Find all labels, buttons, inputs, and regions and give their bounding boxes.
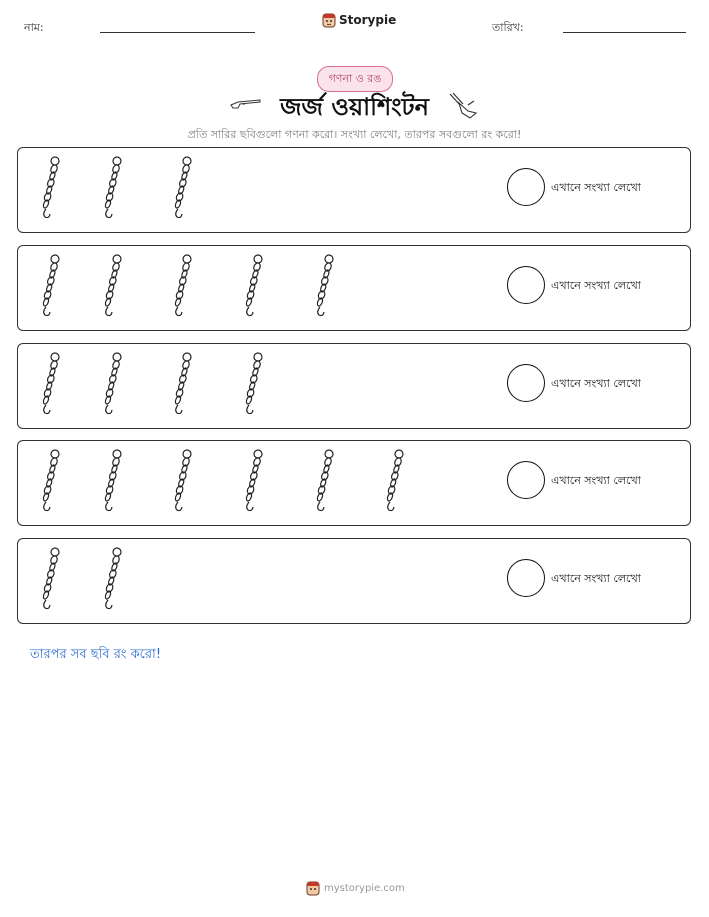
name-label: নাম: bbox=[24, 21, 44, 34]
chain-icon[interactable] bbox=[172, 254, 194, 318]
chain-icon[interactable] bbox=[40, 547, 62, 611]
chain-icon[interactable] bbox=[102, 156, 124, 220]
plow-icon bbox=[446, 91, 480, 121]
worksheet-header bbox=[0, 0, 709, 50]
instructions: প্রতি সারির ছবিগুলো গণনা করো। সংখ্যা লেখো, তারপর সবগুলো রং করো! bbox=[187, 128, 522, 141]
answer-hint: এখানে সংখ্যা লেখো bbox=[551, 377, 641, 390]
chain-icon[interactable] bbox=[102, 352, 124, 416]
brand bbox=[322, 12, 396, 28]
chain-icon[interactable] bbox=[314, 254, 336, 318]
chain-icon[interactable] bbox=[314, 449, 336, 513]
chain-icon[interactable] bbox=[172, 156, 194, 220]
date-label: তারিখ: bbox=[492, 21, 524, 34]
chain-icon[interactable] bbox=[243, 352, 265, 416]
storypie-logo-icon bbox=[306, 880, 320, 896]
counting-row bbox=[17, 147, 691, 233]
chain-icon[interactable] bbox=[102, 254, 124, 318]
answer-hint: এখানে সংখ্যা লেখো bbox=[551, 474, 641, 487]
chain-icon[interactable] bbox=[172, 352, 194, 416]
answer-circle[interactable] bbox=[507, 168, 545, 206]
chain-icon[interactable] bbox=[243, 449, 265, 513]
date-line[interactable] bbox=[563, 32, 686, 33]
answer-circle[interactable] bbox=[507, 266, 545, 304]
answer-hint: এখানে সংখ্যা লেখো bbox=[551, 181, 641, 194]
chain-icon[interactable] bbox=[40, 449, 62, 513]
storypie-logo-icon bbox=[322, 12, 336, 28]
chain-icon[interactable] bbox=[384, 449, 406, 513]
answer-circle[interactable] bbox=[507, 461, 545, 499]
category-badge: গণনা ও রঙ bbox=[317, 66, 393, 92]
chain-icon[interactable] bbox=[172, 449, 194, 513]
answer-hint: এখানে সংখ্যা লেখো bbox=[551, 572, 641, 585]
answer-circle[interactable] bbox=[507, 559, 545, 597]
chain-icon[interactable] bbox=[40, 156, 62, 220]
page-title: জর্জ ওয়াশিংটন bbox=[280, 93, 429, 121]
chain-icon[interactable] bbox=[102, 449, 124, 513]
chain-icon[interactable] bbox=[40, 254, 62, 318]
site-url: mystorypie.com bbox=[324, 882, 405, 894]
counting-row bbox=[17, 538, 691, 624]
counting-row bbox=[17, 245, 691, 331]
chain-icon[interactable] bbox=[102, 547, 124, 611]
name-line[interactable] bbox=[100, 32, 255, 33]
answer-circle[interactable] bbox=[507, 364, 545, 402]
chain-icon[interactable] bbox=[40, 352, 62, 416]
chain-icon[interactable] bbox=[243, 254, 265, 318]
title-area bbox=[0, 88, 709, 124]
color-instruction: তারপর সব ছবি রং করো! bbox=[30, 647, 162, 662]
counting-row bbox=[17, 440, 691, 526]
counting-row bbox=[17, 343, 691, 429]
brand-name: Storypie bbox=[339, 13, 397, 27]
answer-hint: এখানে সংখ্যা লেখো bbox=[551, 279, 641, 292]
site-footer bbox=[306, 880, 405, 896]
